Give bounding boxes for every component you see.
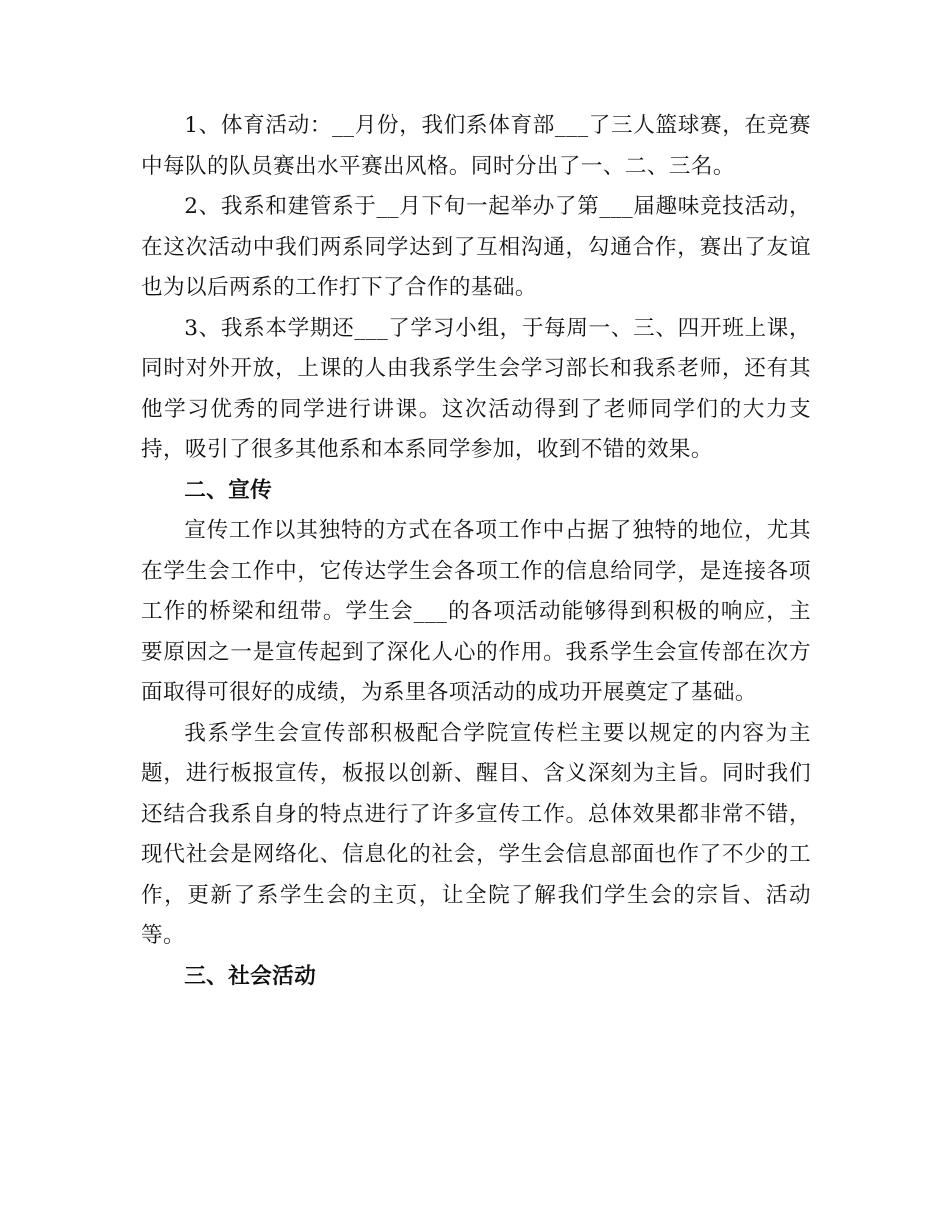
paragraph-publicity-board: 我系学生会宣传部积极配合学院宣传栏主要以规定的内容为主题，进行板报宣传，板报以创新、醒目、含义深刻为主旨。同时我们还结合我系自身的特点进行了许多宣传工作。总体效果都非常不错，现代社会是网络化、信息化的社会，学生会信息部面也作了不少的工作，更新了系学生会的主页，让全院了解我们学生会的宗旨、活动等。 xyxy=(141,720,811,948)
paragraph-joint-competition: 2、我系和建管系于__月下旬一起举办了第___届趣味竞技活动，在这次活动中我们两系同学达到了互相沟通，勾通合作，赛出了友谊也为以后两系的工作打下了合作的基础。 xyxy=(141,194,811,300)
section-heading-publicity: 二、宣传 xyxy=(184,477,273,503)
paragraph-publicity-work: 宣传工作以其独特的方式在各项工作中占据了独特的地位，尤其在学生会工作中，它传达学生会各项工作的信息给同学，是连接各项工作的桥梁和纽带。学生会___的各项活动能够得到积极的响应，主要原因之一是宣传起到了深化人心的作用。我系学生会宣传部在次方面取得可很好的成绩，为系里各项活动的成功开展奠定了基础。 xyxy=(141,518,811,705)
section-heading-social-activities: 三、社会活动 xyxy=(184,963,317,989)
document-body xyxy=(141,106,811,997)
paragraph-sports-activity: 1、体育活动：__月份，我们系体育部___了三人篮球赛，在竞赛中每队的队员赛出水平赛出风格。同时分出了一、二、三名。 xyxy=(141,113,811,179)
paragraph-study-group: 3、我系本学期还___了学习小组，于每周一、三、四开班上课，同时对外开放，上课的人由我系学生会学习部长和我系老师，还有其他学习优秀的同学进行讲课。这次活动得到了老师同学们的大力支持，吸引了很多其他系和本系同学参加，收到不错的效果。 xyxy=(141,315,811,462)
